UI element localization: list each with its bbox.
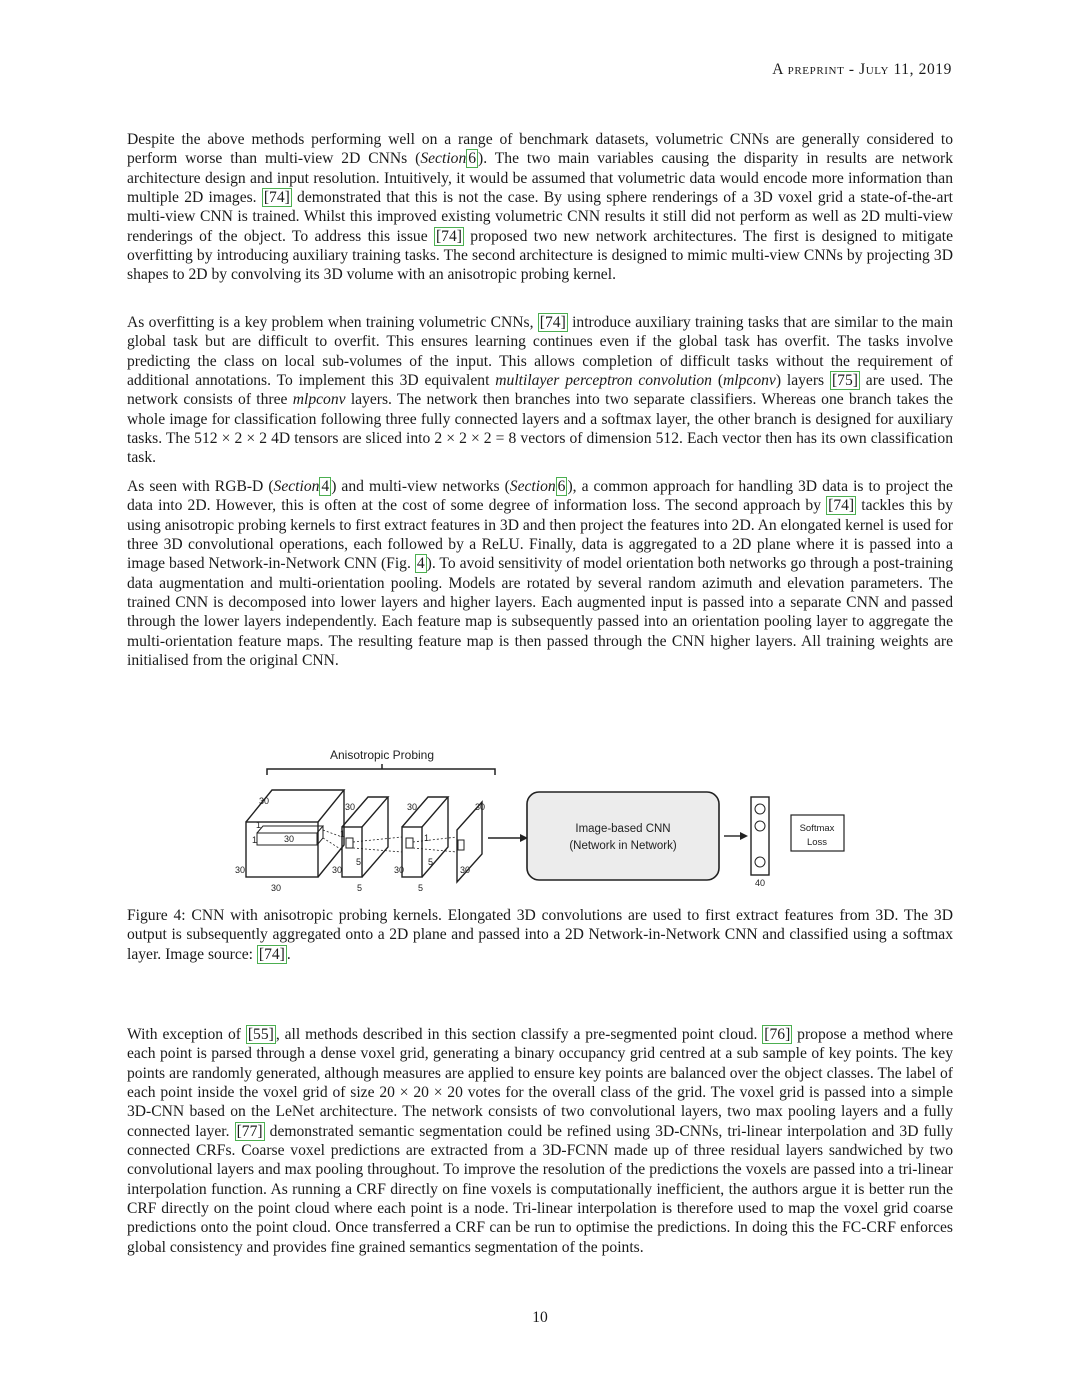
text: ) layers (775, 372, 830, 390)
dim-label: 30 (332, 865, 343, 875)
dim-label: 30 (407, 802, 418, 812)
text: ) and multi-view networks ( (331, 478, 510, 495)
text: tackles this by using anisotropic probing kernels to first extract features in 3D and then project the features into 2D. An elongated kernel is used for three 3D convolutional operations, each followed by a ReLU. Finally, data is aggregated to a 2D plane where it is passed into a image based Network-in-Network CNN (Fig. (127, 497, 953, 573)
citation-link[interactable]: [74] (263, 189, 290, 207)
text: demonstrated that this is not the case. By using sphere renderings of a 3D voxel grid a state-of-the-art multi-view CNN is trained. Whilst this improved existing volumetric CNN results it still did not perform as well as 2D multi-view renderings of the object. To address this issue (127, 189, 953, 245)
header-label: preprint - July 11, 2019 (787, 61, 952, 78)
dim-label: 30 (284, 834, 295, 844)
diagram-title: Anisotropic Probing (329, 748, 435, 762)
section-ref-label: Section (509, 478, 556, 495)
paragraph-4 (127, 1025, 953, 1257)
dim-label: 30 (271, 883, 282, 892)
italic-term: mlpconv (292, 391, 346, 409)
text: . (286, 945, 291, 963)
text: introduce auxiliary training tasks that are similar to the main global task but are difficult to overfit. This ensures learning continues even if the global task has overfit. The tasks involve predicting the class on local sub-volumes of the input. This allows completion of difficult tasks without the requirement of additional annotations. To implement this 3D equivalent (127, 314, 953, 390)
dim-label: 5 (357, 883, 363, 892)
cnn-box (527, 792, 719, 880)
text: propose a method where each point is parsed through a dense voxel grid, generating a binary occupancy grid centred at a sub sample of key points. The key points are randomly generated, although measures are applied to ensure key points are balanced over the object classes. The label of each point inside the voxel grid of size 20 × 20 × 20 votes for the overall class of the grid. The voxel grid is passed into a simple 3D-CNN based on the LeNet architecture. The network consists of two convolutional layers, two max pooling layers and a fully connected layer. (127, 1026, 953, 1140)
italic-term: multilayer perceptron convolution (495, 372, 712, 390)
dim-label: 1 (252, 835, 258, 845)
dim-label: 30 (475, 802, 486, 812)
italic-term: mlpconv (723, 372, 776, 390)
citation-link[interactable]: [74] (539, 314, 566, 331)
paragraph-1 (127, 130, 953, 285)
section-link[interactable]: 6 (468, 150, 477, 168)
figure-4 (232, 742, 852, 892)
paragraph-3 (127, 477, 953, 670)
text: As overfitting is a key problem when training volumetric CNNs, (127, 314, 538, 331)
anisotropic-probing-diagram (232, 742, 852, 892)
citation-link[interactable]: [77] (236, 1122, 263, 1140)
text: ), a common approach for handling 3D data is to project the data into 2D. However, this is often at the cost of some degree of information loss. The second approach by (127, 478, 953, 515)
text: ). To avoid sensitivity of model orientation both networks go through a post-training data augmentation and multi-orientation pooling. Models are rotated by several random azimuth and elevation parameters. The trained CNN is decomposed into lower layers and higher layers. Each augmented input is passed into a separate CNN and passed through the lower layers independently. Each feature map is subsequently passed into an orientation pooling layer to aggregate the multi-orientation feature maps. The resulting feature map is then passed through the CNN higher layers. All training weights are initialised from the original CNN. (127, 555, 954, 670)
section-ref-label: Section (420, 150, 467, 168)
citation-link[interactable]: [76] (764, 1026, 791, 1043)
cnn-label: Image-based CNN (575, 823, 671, 835)
cnn-sublabel: (Network in Network) (569, 840, 677, 852)
dim-label: 5 (428, 857, 434, 867)
dim-label: 1 (256, 820, 262, 830)
text: layers. The network then branches into two separate classifiers. Whereas one branch takes the whole image for classification following three fully connected layers and a softmax layer, the other branch is designed for auxiliary tasks. The 512 × 2 × 2 4D tensors are sliced into 2 × 2 × 2 = 8 vectors of dimension 512. Each vector then has its own classification task. (127, 391, 953, 467)
dim-label: 1 (340, 829, 346, 839)
softmax-sublabel: Loss (806, 837, 828, 848)
output-vector (751, 797, 769, 875)
text: , all methods described in this section classify a pre-segmented point cloud. (275, 1026, 763, 1043)
figure-link[interactable]: 4 (416, 555, 425, 573)
text: are used. The network consists of three (127, 372, 953, 409)
citation-link[interactable]: [74] (435, 227, 462, 245)
citation-link[interactable]: [55] (247, 1026, 274, 1043)
citation-link[interactable]: [74] (258, 945, 285, 963)
text: As seen with RGB-D ( (127, 478, 274, 495)
section-link[interactable]: 6 (557, 478, 566, 495)
text: demonstrated semantic segmentation could be refined using 3D-CNNs, tri-linear interpolation and 3D fully connected CRFs. Coarse voxel predictions are extracted from a 3D-FCNN made up of three residual layers sandwiched by two convolutional layers and max pooling throughout. To improve the resolution of the predictions the voxels are passed into a tri-linear interpolation function. As running a CRF directly on fine voxels is computationally inefficient, the authors argue it is better run the CRF directly on the point cloud where each point is a node. Tri-linear interpolation is therefore used to map the voxel grid coarse predictions onto the point cloud. Once transferred a CRF can be run to optimise the predictions. In doing this the FC-CRF enforces global consistency and provides fine grained semantics segmentation of the points. (127, 1122, 953, 1256)
text: ). The two main variables causing the disparity in results are network architecture design and input resolution. Intuitively, it would be assumed that volumetric data would encode more information than multiple 2D images. (127, 150, 953, 207)
dim-label: 30 (259, 796, 270, 806)
page-number: 10 (532, 1309, 548, 1326)
text: Figure 4: CNN with anisotropic probing kernels. Elongated 3D convolutions are used to first extract features from 3D. The 3D output is subsequently aggregated onto a 2D plane and passed into a 2D Network-in-Network CNN and classified using a softmax layer. Image source: (127, 907, 953, 963)
text: With exception of (127, 1026, 246, 1043)
paragraph-2 (127, 313, 953, 468)
citation-link[interactable]: [74] (828, 497, 855, 515)
dim-label: 30 (345, 802, 356, 812)
dim-label: 40 (754, 878, 766, 888)
text: Despite the above methods performing well on a range of benchmark datasets, volumetric CNNs are generally considered to perform worse than multi-view 2D CNNs ( (127, 131, 953, 168)
citation-link[interactable]: [75] (831, 372, 858, 390)
section-link[interactable]: 4 (321, 478, 330, 495)
figure-caption (127, 906, 953, 964)
dim-label: 30 (394, 865, 405, 875)
section-ref-label: Section (273, 478, 320, 495)
dim-label: 30 (235, 865, 246, 875)
text: ( (711, 372, 724, 390)
running-header (772, 61, 952, 79)
text: proposed two new network architectures. The first is designed to mitigate overfitting by introducing auxiliary training tasks. The second architecture is designed to mimic multi-view CNNs by projecting 3D shapes to 2D by convolving its 3D volume with an anisotropic probing kernel. (127, 227, 953, 284)
dim-label: 30 (460, 865, 471, 875)
dim-label: 1 (424, 833, 430, 843)
dim-label: 5 (356, 857, 362, 867)
header-prefix: A (772, 61, 784, 78)
softmax-label: Softmax (799, 823, 835, 834)
dim-label: 5 (418, 883, 424, 892)
bracket (267, 769, 495, 775)
